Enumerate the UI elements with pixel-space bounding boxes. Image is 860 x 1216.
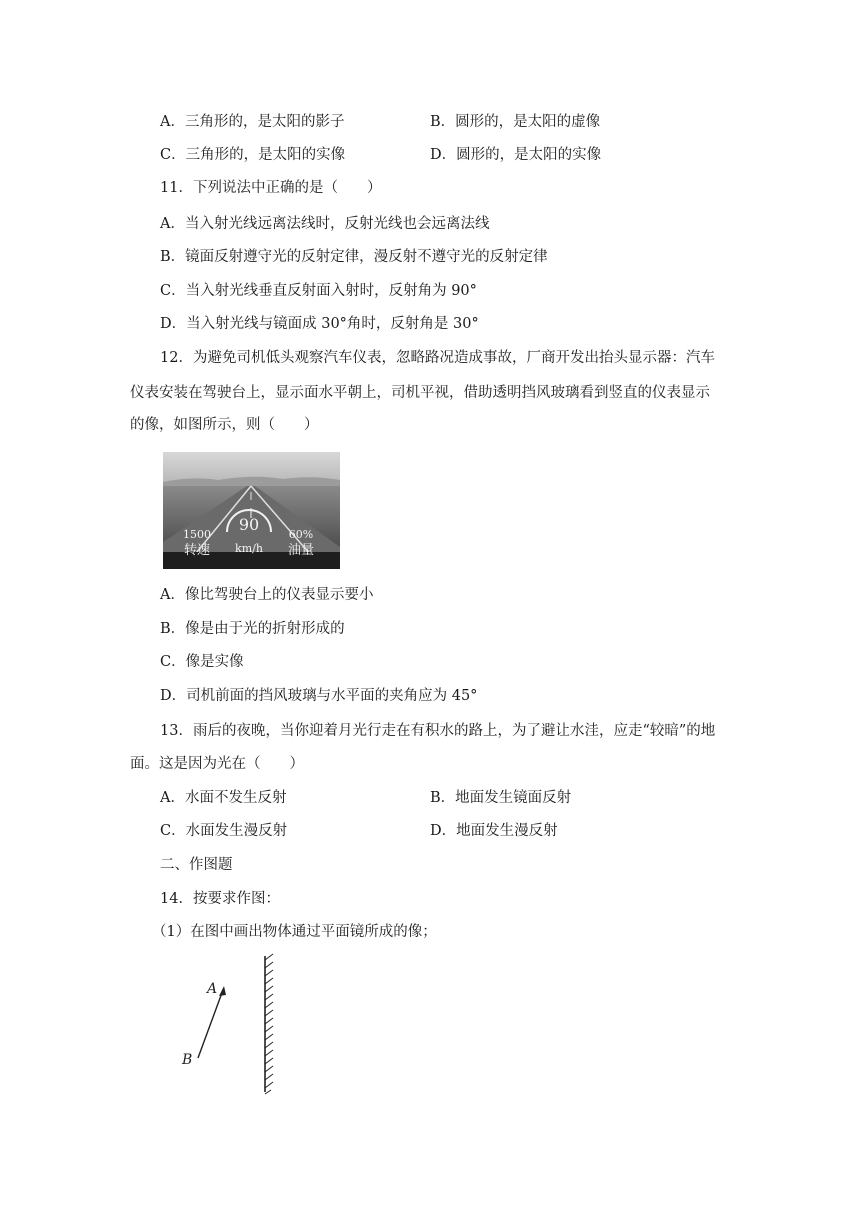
q11-option-d: D．当入射光线与镜面成 30°角时，反射角是 30°: [160, 316, 479, 332]
q12-option-b: B．像是由于光的折射形成的: [160, 621, 345, 637]
q11-option-a: A．当入射光线远离法线时，反射光线也会远离法线: [160, 216, 490, 232]
hud-unit: km/h: [235, 542, 263, 555]
section-heading: 二、作图题: [160, 857, 233, 873]
hud-fuel-value: 60%: [288, 528, 314, 541]
q11-stem: 11．下列说法中正确的是（ ）: [160, 180, 382, 196]
q13-option-b: B．地面发生镜面反射: [430, 790, 572, 806]
label-b: B: [182, 1052, 193, 1068]
q13-option-c: C．水面发生漫反射: [160, 823, 288, 839]
q12-stem-line2: 仪表安装在驾驶台上，显示面水平朝上，司机平视，借助透明挡风玻璃看到竖直的仪表显示: [130, 385, 710, 401]
hud-photo: [163, 452, 340, 569]
q12-stem-line1: 12．为避免司机低头观察汽车仪表，忽略路况造成事故，厂商开发出抬头显示器：汽车: [160, 350, 715, 366]
hud-rpm-label: 转速: [183, 543, 211, 558]
q10-option-b: B．圆形的，是太阳的虚像: [430, 114, 601, 130]
mirror-hatching: [265, 954, 273, 1094]
q12-option-c: C．像是实像: [160, 654, 244, 670]
q10-option-d: D．圆形的，是太阳的实像: [430, 147, 602, 163]
q13-stem-line2: 面。这是因为光在（ ）: [130, 756, 304, 772]
q11-option-c: C．当入射光线垂直反射面入射时，反射角为 90°: [160, 283, 477, 299]
arrow-head: [219, 986, 226, 996]
mirror-figure: [160, 950, 320, 1100]
q14-stem: 14．按要求作图：: [160, 891, 280, 907]
label-a: A: [207, 981, 218, 997]
q11-option-b: B．镜面反射遵守光的反射定律，漫反射不遵守光的反射定律: [160, 249, 548, 265]
q14-sub1: （1）在图中画出物体通过平面镜所成的像；: [152, 924, 437, 940]
hud-speed: 90: [238, 515, 260, 534]
q12-stem-line3: 的像，如图所示，则（ ）: [130, 417, 319, 433]
q12-option-a: A．像比驾驶台上的仪表显示要小: [160, 587, 374, 603]
q10-option-c: C．三角形的，是太阳的实像: [160, 147, 346, 163]
q12-option-d: D．司机前面的挡风玻璃与水平面的夹角应为 45°: [160, 688, 478, 704]
hud-rpm-value: 1500: [183, 528, 211, 541]
q13-stem-line1: 13．雨后的夜晚，当你迎着月光行走在有积水的路上，为了避让水洼，应走“较暗”的地: [160, 723, 716, 739]
q10-option-a: A．三角形的，是太阳的影子: [160, 114, 345, 130]
object-arrow: [198, 990, 223, 1058]
q13-option-d: D．地面发生漫反射: [430, 823, 558, 839]
q13-option-a: A．水面不发生反射: [160, 790, 287, 806]
hud-fuel-label: 油量: [287, 543, 315, 558]
